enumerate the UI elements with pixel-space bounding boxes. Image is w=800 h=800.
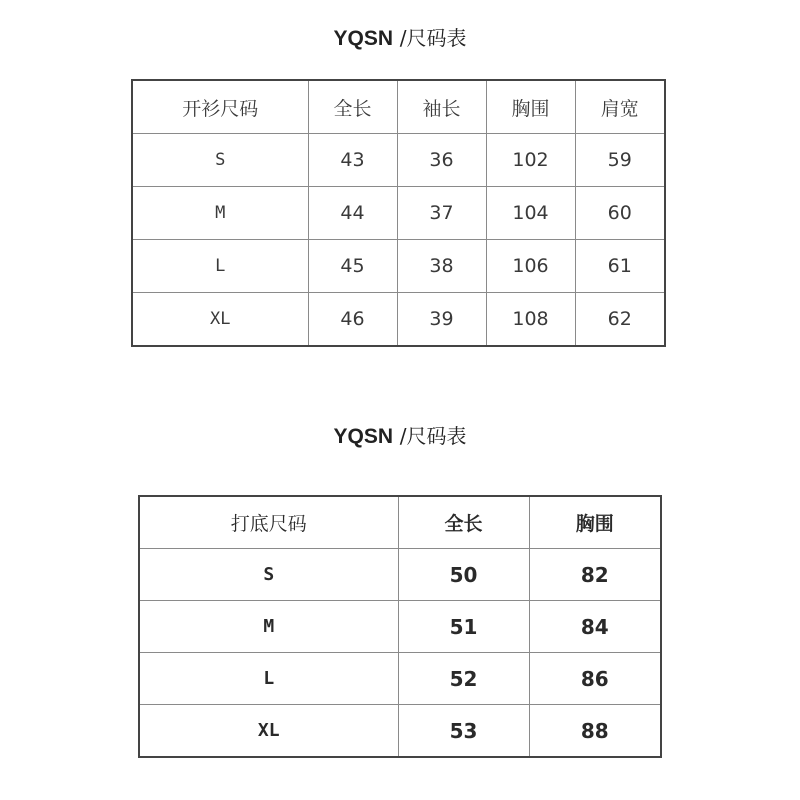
length-cell: 45 [308, 240, 397, 293]
table-row [132, 134, 665, 187]
sleeve-cell: 38 [397, 240, 486, 293]
shoulder-cell: 60 [575, 187, 665, 240]
length-cell: 51 [398, 601, 529, 653]
length-cell: 53 [398, 705, 529, 758]
chart-subtitle: /尺码表 [399, 26, 467, 50]
shoulder-cell: 62 [575, 293, 665, 347]
table-row [132, 187, 665, 240]
table-row [139, 653, 661, 705]
table-row [139, 705, 661, 758]
size-cell: S [132, 134, 308, 187]
header-cell-size: 打底尺码 [139, 496, 398, 549]
table-row [139, 601, 661, 653]
base-layer-size-chart-title [0, 420, 800, 449]
length-cell: 52 [398, 653, 529, 705]
size-cell: M [132, 187, 308, 240]
table-row [132, 240, 665, 293]
shoulder-cell: 59 [575, 134, 665, 187]
size-cell: L [132, 240, 308, 293]
cardigan-size-chart-title [0, 22, 800, 51]
sleeve-cell: 36 [397, 134, 486, 187]
size-cell: L [139, 653, 398, 705]
base-layer-size-table [138, 495, 662, 758]
sleeve-cell: 37 [397, 187, 486, 240]
header-cell-size: 开衫尺码 [132, 80, 308, 134]
chest-cell: 108 [486, 293, 575, 347]
length-cell: 43 [308, 134, 397, 187]
header-cell-chest: 胸围 [486, 80, 575, 134]
chest-cell: 102 [486, 134, 575, 187]
chest-cell: 88 [529, 705, 661, 758]
chest-cell: 84 [529, 601, 661, 653]
length-cell: 44 [308, 187, 397, 240]
length-cell: 46 [308, 293, 397, 347]
table-header-row [139, 496, 661, 549]
size-cell: M [139, 601, 398, 653]
header-cell-length: 全长 [308, 80, 397, 134]
header-cell-shoulder: 肩宽 [575, 80, 665, 134]
brand-name: YQSN [333, 27, 394, 50]
sleeve-cell: 39 [397, 293, 486, 347]
length-cell: 50 [398, 549, 529, 601]
chest-cell: 106 [486, 240, 575, 293]
chest-cell: 82 [529, 549, 661, 601]
table-row [139, 549, 661, 601]
chest-cell: 86 [529, 653, 661, 705]
cardigan-size-table [131, 79, 666, 347]
table-row [132, 293, 665, 347]
shoulder-cell: 61 [575, 240, 665, 293]
table-header-row [132, 80, 665, 134]
header-cell-sleeve: 袖长 [397, 80, 486, 134]
chest-cell: 104 [486, 187, 575, 240]
chart-subtitle: /尺码表 [399, 424, 467, 448]
brand-name: YQSN [333, 425, 394, 448]
size-cell: XL [139, 705, 398, 758]
header-cell-length: 全长 [398, 496, 529, 549]
header-cell-chest: 胸围 [529, 496, 661, 549]
size-cell: S [139, 549, 398, 601]
size-cell: XL [132, 293, 308, 347]
